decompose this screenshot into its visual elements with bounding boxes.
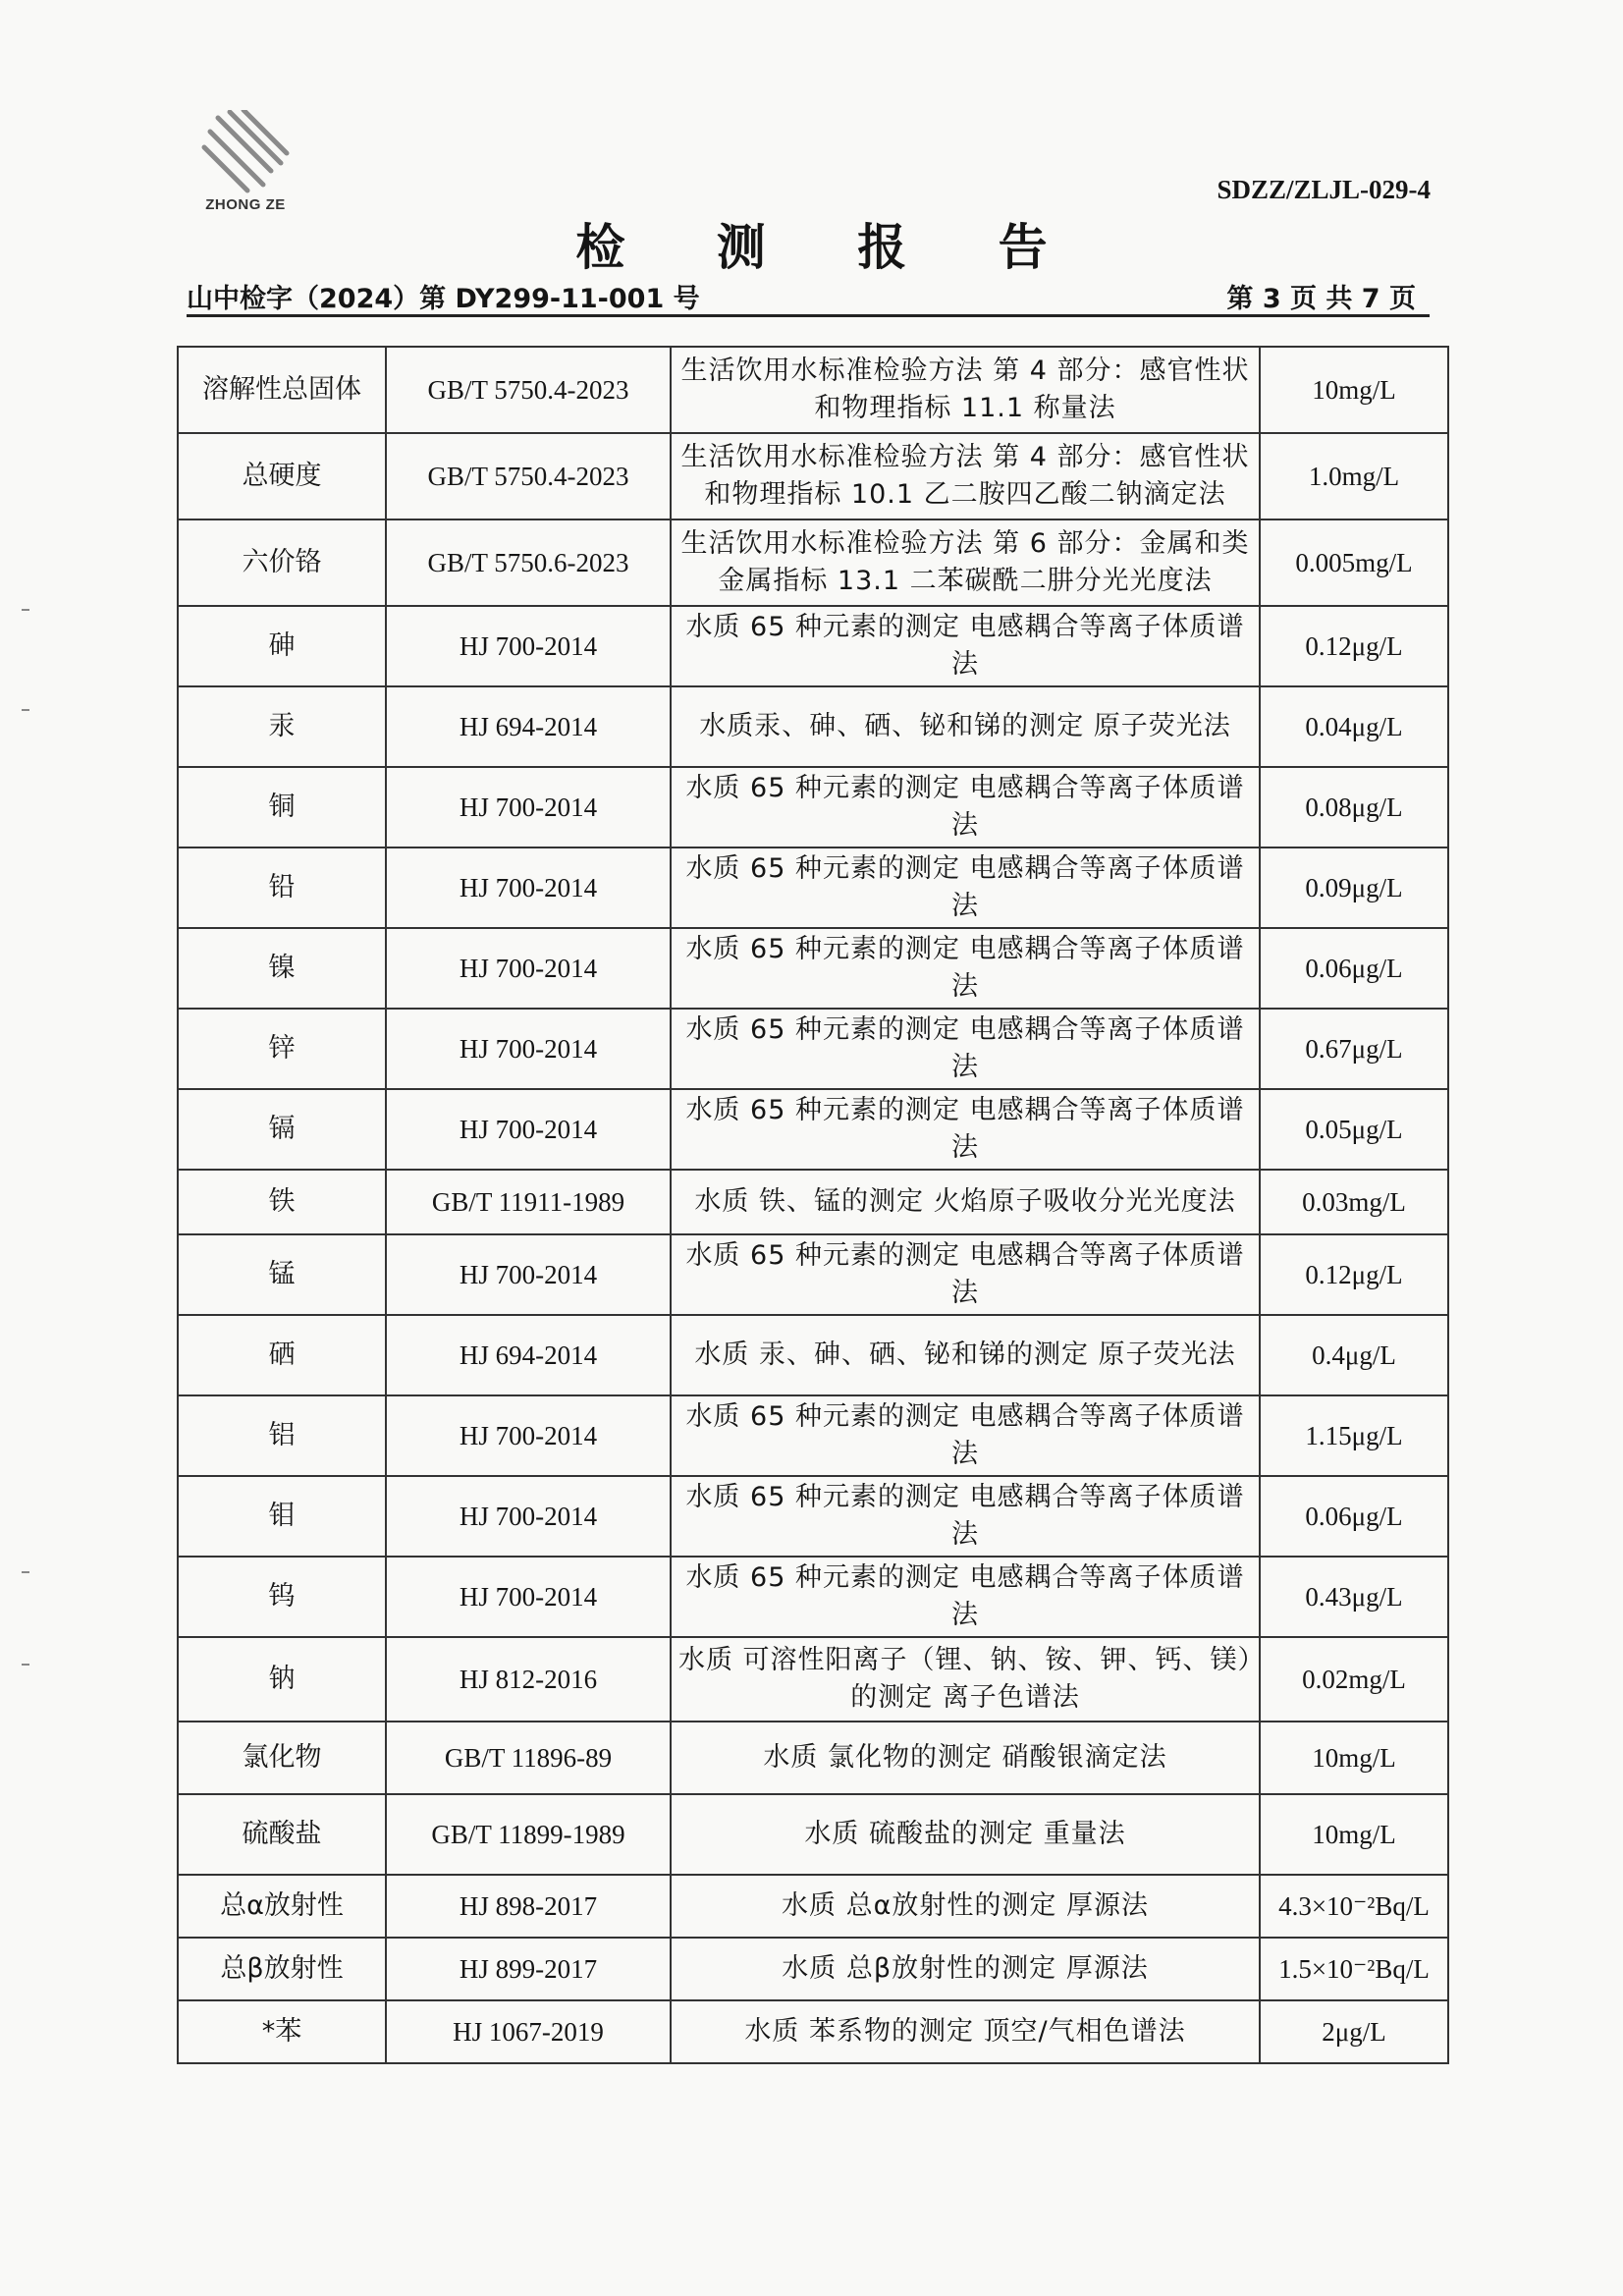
method-cell: 水质 硫酸盐的测定 重量法	[671, 1794, 1260, 1875]
parameter-cell: 锰	[178, 1234, 386, 1315]
table-row	[178, 847, 1448, 928]
parameter-cell: 六价铬	[178, 519, 386, 606]
detection-limit-cell: 0.12μg/L	[1260, 606, 1448, 686]
standard-cell: HJ 700-2014	[386, 1557, 671, 1637]
standard-cell: GB/T 11911-1989	[386, 1170, 671, 1234]
parameter-cell: 铅	[178, 847, 386, 928]
report-number: 山中检字（2024）第 DY299-11-001 号	[187, 284, 700, 314]
detection-limit-cell: 2μg/L	[1260, 2000, 1448, 2063]
detection-limit-cell: 0.09μg/L	[1260, 847, 1448, 928]
method-cell: 水质 可溶性阳离子（锂、钠、铵、钾、钙、镁）的测定 离子色谱法	[671, 1637, 1260, 1722]
detection-limit-cell: 0.06μg/L	[1260, 928, 1448, 1009]
table-row	[178, 606, 1448, 686]
parameter-cell: 镉	[178, 1089, 386, 1170]
parameter-cell: 铜	[178, 767, 386, 847]
report-subheader	[187, 277, 1430, 317]
parameter-cell: 镍	[178, 928, 386, 1009]
standard-cell: HJ 694-2014	[386, 1315, 671, 1395]
test-results-table	[177, 346, 1449, 2064]
standard-cell: HJ 700-2014	[386, 767, 671, 847]
standard-cell: HJ 812-2016	[386, 1637, 671, 1722]
table-row	[178, 1875, 1448, 1938]
detection-limit-cell: 0.02mg/L	[1260, 1637, 1448, 1722]
detection-limit-cell: 10mg/L	[1260, 347, 1448, 433]
standard-cell: HJ 1067-2019	[386, 2000, 671, 2063]
parameter-cell: 钼	[178, 1476, 386, 1557]
parameter-cell: 铝	[178, 1395, 386, 1476]
standard-cell: GB/T 5750.4-2023	[386, 347, 671, 433]
scan-mark	[22, 1571, 29, 1573]
standard-cell: HJ 700-2014	[386, 1476, 671, 1557]
method-cell: 水质 汞、砷、硒、铋和锑的测定 原子荧光法	[671, 1315, 1260, 1395]
parameter-cell: 汞	[178, 686, 386, 767]
page-info: 第 3 页 共 7 页	[1226, 284, 1416, 314]
standard-cell: HJ 700-2014	[386, 928, 671, 1009]
standard-cell: GB/T 11896-89	[386, 1722, 671, 1794]
scan-mark	[22, 1664, 29, 1666]
table-row	[178, 347, 1448, 433]
method-cell: 水质 65 种元素的测定 电感耦合等离子体质谱法	[671, 1557, 1260, 1637]
detection-limit-cell: 4.3×10⁻²Bq/L	[1260, 1875, 1448, 1938]
table-row	[178, 1170, 1448, 1234]
standard-cell: GB/T 11899-1989	[386, 1794, 671, 1875]
detection-limit-cell: 0.43μg/L	[1260, 1557, 1448, 1637]
logo-text: ZHONG ZE	[205, 196, 286, 213]
parameter-cell: 总硬度	[178, 433, 386, 519]
table-row	[178, 928, 1448, 1009]
method-cell: 水质 65 种元素的测定 电感耦合等离子体质谱法	[671, 1234, 1260, 1315]
scan-mark	[22, 609, 29, 611]
parameter-cell: 锌	[178, 1009, 386, 1089]
detection-limit-cell: 0.03mg/L	[1260, 1170, 1448, 1234]
parameter-cell: 钠	[178, 1637, 386, 1722]
standard-cell: HJ 700-2014	[386, 1009, 671, 1089]
parameter-cell: 总α放射性	[178, 1875, 386, 1938]
document-code: SDZZ/ZLJL-029-4	[1217, 175, 1431, 204]
standard-cell: HJ 700-2014	[386, 1395, 671, 1476]
logo-stripes-icon	[200, 110, 291, 198]
method-cell: 水质 65 种元素的测定 电感耦合等离子体质谱法	[671, 928, 1260, 1009]
parameter-cell: 砷	[178, 606, 386, 686]
table-row	[178, 433, 1448, 519]
table-row	[178, 2000, 1448, 2063]
table-row	[178, 767, 1448, 847]
detection-limit-cell: 1.5×10⁻²Bq/L	[1260, 1938, 1448, 2000]
parameter-cell: 硫酸盐	[178, 1794, 386, 1875]
method-cell: 水质 铁、锰的测定 火焰原子吸收分光光度法	[671, 1170, 1260, 1234]
method-cell: 水质 65 种元素的测定 电感耦合等离子体质谱法	[671, 606, 1260, 686]
company-logo	[187, 110, 304, 218]
parameter-cell: 硒	[178, 1315, 386, 1395]
table-row	[178, 1089, 1448, 1170]
detection-limit-cell: 0.05μg/L	[1260, 1089, 1448, 1170]
detection-limit-cell: 1.15μg/L	[1260, 1395, 1448, 1476]
method-cell: 水质 氯化物的测定 硝酸银滴定法	[671, 1722, 1260, 1794]
method-cell: 水质 65 种元素的测定 电感耦合等离子体质谱法	[671, 767, 1260, 847]
parameter-cell: 钨	[178, 1557, 386, 1637]
standard-cell: HJ 899-2017	[386, 1938, 671, 2000]
parameter-cell: 溶解性总固体	[178, 347, 386, 433]
table-row	[178, 1637, 1448, 1722]
detection-limit-cell: 0.04μg/L	[1260, 686, 1448, 767]
method-cell: 水质 65 种元素的测定 电感耦合等离子体质谱法	[671, 1476, 1260, 1557]
detection-limit-cell: 0.06μg/L	[1260, 1476, 1448, 1557]
report-title: 检 测 报 告	[575, 219, 1085, 276]
parameter-cell: 氯化物	[178, 1722, 386, 1794]
method-cell: 水质 65 种元素的测定 电感耦合等离子体质谱法	[671, 847, 1260, 928]
table-row	[178, 1476, 1448, 1557]
standard-cell: HJ 898-2017	[386, 1875, 671, 1938]
standard-cell: HJ 700-2014	[386, 1234, 671, 1315]
method-cell: 水质 总α放射性的测定 厚源法	[671, 1875, 1260, 1938]
method-cell: 生活饮用水标准检验方法 第 4 部分：感官性状和物理指标 10.1 乙二胺四乙酸二钠滴定法	[671, 433, 1260, 519]
table-row	[178, 1234, 1448, 1315]
method-cell: 水质 65 种元素的测定 电感耦合等离子体质谱法	[671, 1089, 1260, 1170]
table-row	[178, 1938, 1448, 2000]
table-row	[178, 1794, 1448, 1875]
table-row	[178, 1722, 1448, 1794]
detection-limit-cell: 1.0mg/L	[1260, 433, 1448, 519]
detection-limit-cell: 10mg/L	[1260, 1722, 1448, 1794]
method-cell: 生活饮用水标准检验方法 第 4 部分：感官性状和物理指标 11.1 称量法	[671, 347, 1260, 433]
method-cell: 水质汞、砷、硒、铋和锑的测定 原子荧光法	[671, 686, 1260, 767]
table-row	[178, 686, 1448, 767]
table-row	[178, 519, 1448, 606]
standard-cell: HJ 700-2014	[386, 1089, 671, 1170]
scan-mark	[22, 709, 29, 711]
method-cell: 水质 总β放射性的测定 厚源法	[671, 1938, 1260, 2000]
detection-limit-cell: 0.12μg/L	[1260, 1234, 1448, 1315]
method-cell: 生活饮用水标准检验方法 第 6 部分：金属和类金属指标 13.1 二苯碳酰二肼分光光度法	[671, 519, 1260, 606]
table-row	[178, 1557, 1448, 1637]
standard-cell: GB/T 5750.4-2023	[386, 433, 671, 519]
parameter-cell: *苯	[178, 2000, 386, 2063]
standard-cell: GB/T 5750.6-2023	[386, 519, 671, 606]
parameter-cell: 总β放射性	[178, 1938, 386, 2000]
standard-cell: HJ 700-2014	[386, 606, 671, 686]
detection-limit-cell: 0.005mg/L	[1260, 519, 1448, 606]
parameter-cell: 铁	[178, 1170, 386, 1234]
detection-limit-cell: 0.08μg/L	[1260, 767, 1448, 847]
table-row	[178, 1315, 1448, 1395]
method-cell: 水质 苯系物的测定 顶空/气相色谱法	[671, 2000, 1260, 2063]
method-cell: 水质 65 种元素的测定 电感耦合等离子体质谱法	[671, 1009, 1260, 1089]
detection-limit-cell: 0.4μg/L	[1260, 1315, 1448, 1395]
table-row	[178, 1395, 1448, 1476]
standard-cell: HJ 700-2014	[386, 847, 671, 928]
method-cell: 水质 65 种元素的测定 电感耦合等离子体质谱法	[671, 1395, 1260, 1476]
detection-limit-cell: 0.67μg/L	[1260, 1009, 1448, 1089]
table-row	[178, 1009, 1448, 1089]
detection-limit-cell: 10mg/L	[1260, 1794, 1448, 1875]
standard-cell: HJ 694-2014	[386, 686, 671, 767]
